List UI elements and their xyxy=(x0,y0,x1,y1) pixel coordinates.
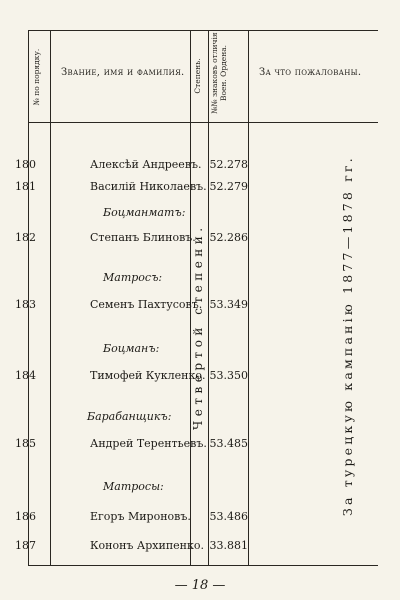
row-name: Василій Николаевъ. xyxy=(90,180,207,193)
degree-vertical-text: Четвертой степени. xyxy=(191,223,205,430)
row-number: 180 xyxy=(15,158,36,171)
rank-heading: Барабанщикъ: xyxy=(87,410,172,423)
row-name: Алексѣй Андреевъ. xyxy=(90,158,202,171)
header-number: № по порядку. xyxy=(32,48,41,106)
reason-vertical-text: За турецкую кампанію 1877—1878 гг. xyxy=(340,155,355,516)
row-number: 184 xyxy=(15,369,36,382)
row-badge-number: 53.350 xyxy=(209,369,248,382)
table-row xyxy=(0,539,400,555)
rank-heading: Боцманматъ: xyxy=(103,206,186,219)
header-badge-numbers xyxy=(210,27,246,119)
row-badge-number: 53.485 xyxy=(209,437,248,450)
row-name: Степанъ Блиновъ. xyxy=(90,231,196,244)
row-badge-number: 52.278 xyxy=(209,158,248,171)
rank-heading: Боцманъ: xyxy=(103,342,160,355)
row-name: Андрей Терентьевъ. xyxy=(90,437,207,450)
row-number: 185 xyxy=(15,437,36,450)
header-bottom-rule xyxy=(28,122,378,123)
row-number: 183 xyxy=(15,298,36,311)
row-number: 187 xyxy=(15,539,36,552)
rank-heading: Матросы: xyxy=(103,480,164,493)
row-name: Егоръ Мироновъ. xyxy=(90,510,191,523)
row-number: 186 xyxy=(15,510,36,523)
row-name: Кононъ Архипенко. xyxy=(90,539,204,552)
header-reason: За что пожалованы. xyxy=(259,67,362,78)
header-badge-text: №№ знаковъ отличія Воен. Ордена. xyxy=(210,32,228,114)
header-degree: Степень. xyxy=(193,58,202,94)
row-name: Семенъ Пахтусовъ. xyxy=(90,298,203,311)
row-number: 181 xyxy=(15,180,36,193)
row-badge-number: 52.279 xyxy=(209,180,248,193)
row-badge-number: 53.486 xyxy=(209,510,248,523)
page-number: — 18 — xyxy=(174,578,226,593)
table-bottom-rule xyxy=(28,565,378,566)
row-badge-number: 33.881 xyxy=(209,539,248,552)
row-badge-number: 52.286 xyxy=(209,231,248,244)
table-top-rule xyxy=(28,30,378,31)
row-name: Тимофей Кукленко. xyxy=(90,369,206,382)
row-number: 182 xyxy=(15,231,36,244)
header-name: Звание, имя и фамилия. xyxy=(61,67,185,78)
row-badge-number: 53.349 xyxy=(209,298,248,311)
rank-heading: Матросъ: xyxy=(103,271,163,284)
